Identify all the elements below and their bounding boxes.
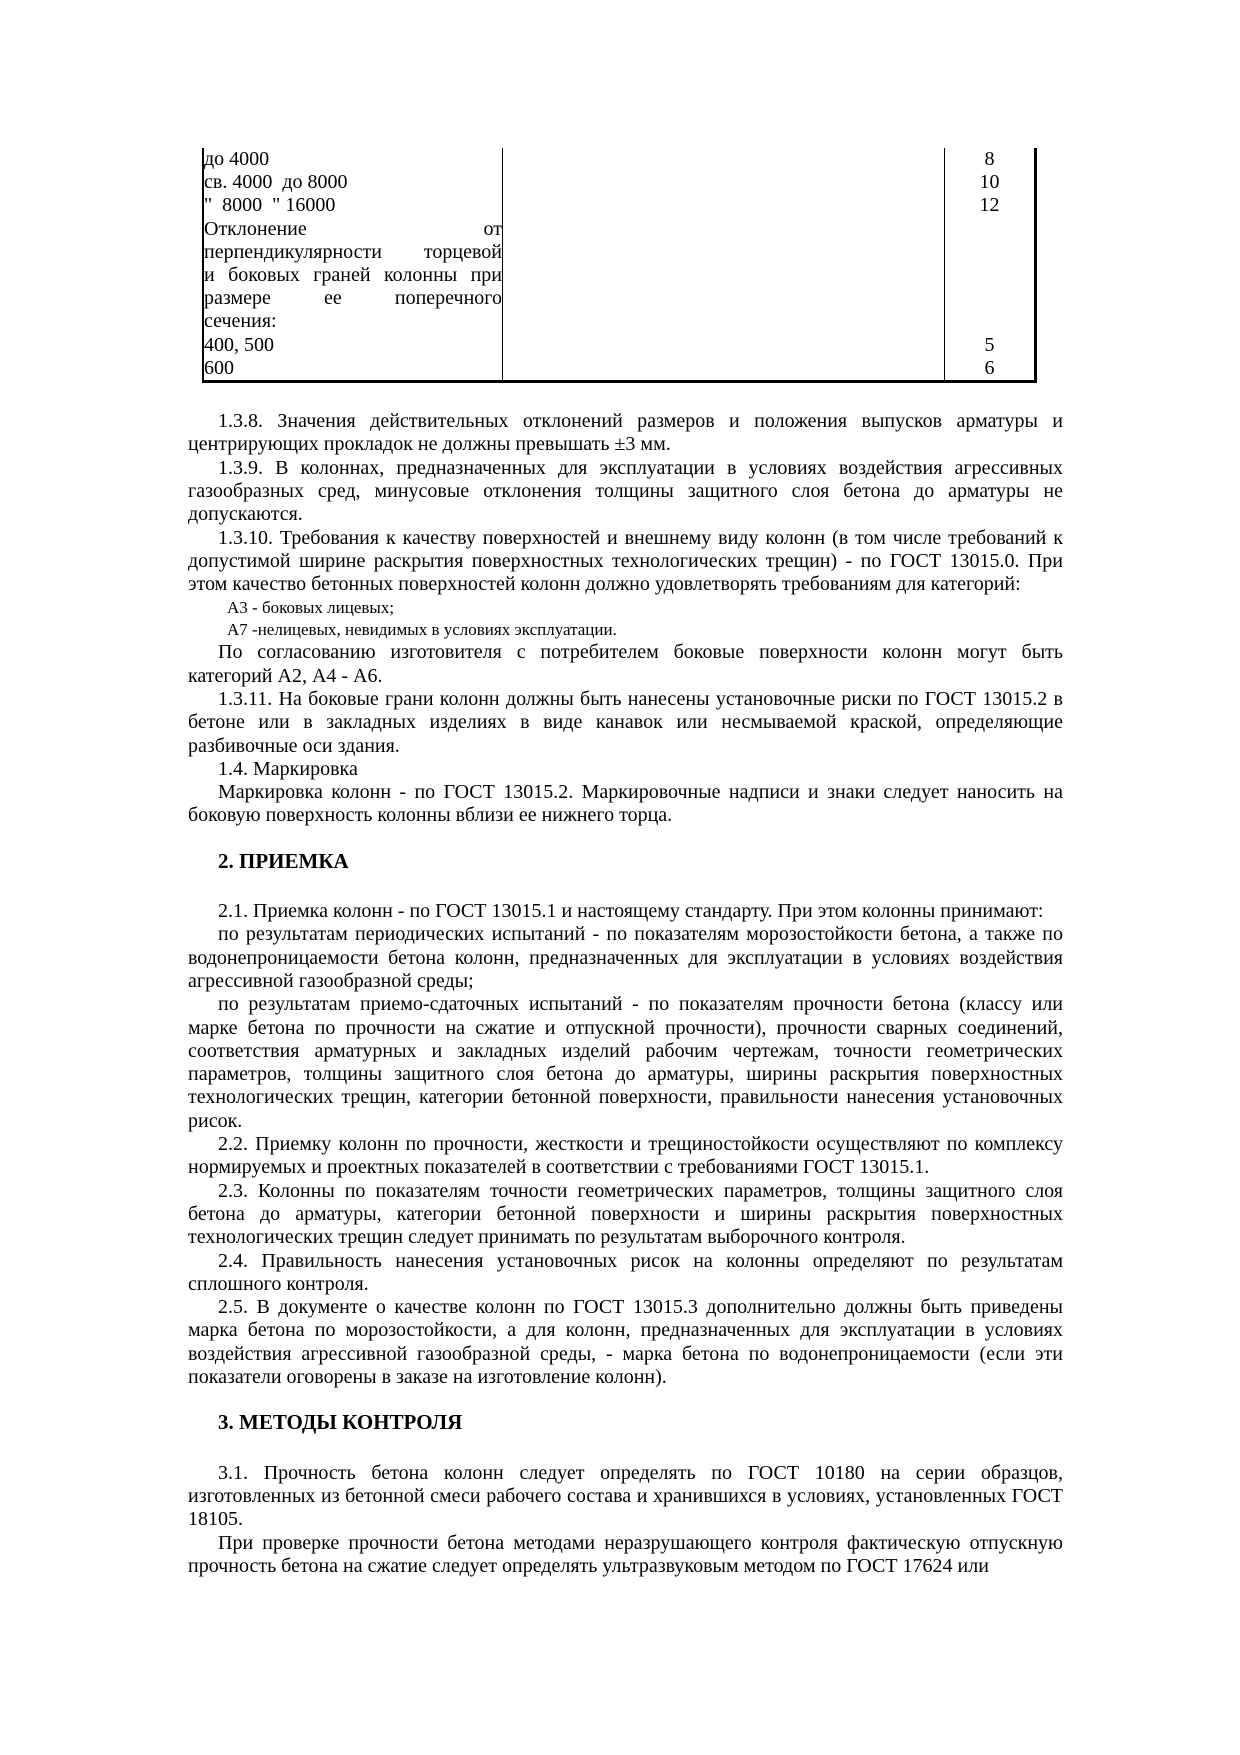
table-cell-line: Отклонение от	[204, 217, 502, 240]
document-content	[188, 148, 1063, 1578]
table-cell-middle	[503, 171, 945, 194]
paragraph: 3.1. Прочность бетона колонн следует определять по ГОСТ 10180 на серии образцов, изготовленных из бетонной смеси рабочего состава и хранившихся в условиях, установленных ГОСТ 18105.	[188, 1461, 1063, 1531]
table-cell-middle	[503, 218, 945, 334]
table-cell-line: и боковых граней колонны при	[204, 264, 502, 287]
paragraph: 1.3.10. Требования к качеству поверхностей и внешнему виду колонн (в том числе требований к допустимой ширине раскрытия поверхностных технологических трещин) - по ГОСТ 13015.0. При этом качество бетонных поверхностей колонн должно удовлетворять требованиям для категорий:	[188, 526, 1063, 596]
document-text-flow	[188, 410, 1063, 1578]
table-cell-line: сечения:	[204, 310, 277, 333]
table-row	[203, 148, 1036, 171]
tolerance-table	[202, 148, 1037, 383]
table-cell-parameter: 400, 500	[203, 334, 503, 357]
table-cell-value: 5	[945, 334, 1036, 357]
paragraph: 2.3. Колонны по показателям точности геометрических параметров, толщины защитного слоя бетона до арматуры, категории бетонной поверхности и ширины раскрытия поверхностных технологических трещин следует принимать по результатам выборочного контроля.	[188, 1179, 1063, 1249]
table-cell-line: перпендикулярности торцевой	[204, 240, 502, 263]
category-note: А3 - боковых лицевых;	[227, 598, 395, 618]
table-cell-parameter: до 4000	[203, 148, 503, 171]
table-cell-value: 8	[945, 148, 1036, 171]
paragraph: по результатам периодических испытаний - по показателям морозостойкости бетона, а также по водонепроницаемости бетона колонн, предназначенных для эксплуатации в условиях воздействия агрессивной газообразной среды;	[188, 923, 1063, 992]
table-row	[203, 218, 1036, 334]
table-cell-parameter: 600	[203, 357, 503, 382]
paragraph: 2.5. В документе о качестве колонн по ГОСТ 13015.3 дополнительно должны быть приведены марка бетона по морозостойкости, а для колонн, предназначенных для эксплуатации в условиях воздействия агрессивной газообразной среды, - марка бетона по водонепроницаемости (если эти показатели оговорены в заказе на изготовление колонн).	[188, 1296, 1063, 1389]
category-note: А7 -нелицевых, невидимых в условиях эксплуатации.	[227, 620, 617, 640]
paragraph: 1.3.8. Значения действительных отклонений размеров и положения выпусков арматуры и центрирующих прокладок не должны превышать ±3 мм.	[188, 410, 1063, 456]
table-cell-middle	[503, 194, 945, 217]
paragraph: 1.4. Маркировка	[218, 757, 358, 780]
section-heading: 2. ПРИЕМКА	[218, 848, 349, 873]
table-cell-middle	[503, 357, 945, 382]
table-cell-value	[945, 218, 1036, 334]
table-cell-line: размере ее поперечного	[204, 287, 502, 310]
table-row	[203, 171, 1036, 194]
paragraph: 1.3.9. В колоннах, предназначенных для эксплуатации в условиях воздействия агрессивных газообразных сред, минусовые отклонения толщины защитного слоя бетона до арматуры не допускаются.	[188, 456, 1063, 526]
paragraph: 2.4. Правильность нанесения установочных рисок на колонны определяют по результатам сплошного контроля.	[188, 1249, 1063, 1295]
paragraph: по результатам приемо-сдаточных испытаний - по показателям прочности бетона (классу или марке бетона по прочности на сжатие и отпускной прочности), прочности сварных соединений, соответствия арматурных и закладных изделий рабочим чертежам, точности геометрических параметров, толщины защитного слоя бетона до арматуры, ширины раскрытия поверхностных технологических трещин, категории бетонной поверхности, правильности нанесения установочных рисок.	[188, 993, 1063, 1132]
table-cell-value: 12	[945, 194, 1036, 217]
paragraph: 2.2. Приемку колонн по прочности, жесткости и трещиностойкости осуществляют по комплексу нормируемых и проектных показателей в соответствии с требованиями ГОСТ 13015.1.	[188, 1133, 1063, 1179]
table-cell-value: 6	[945, 357, 1036, 382]
table-cell-parameter	[203, 218, 503, 334]
paragraph: 2.1. Приемка колонн - по ГОСТ 13015.1 и настоящему стандарту. При этом колонны принимают:	[218, 900, 1044, 923]
table-cell-value: 10	[945, 171, 1036, 194]
table-cell-parameter: " 8000 " 16000	[203, 194, 503, 217]
paragraph: По согласованию изготовителя с потребителем боковые поверхности колонн могут быть категорий А2, А4 - А6.	[188, 641, 1063, 687]
table-row	[203, 334, 1036, 357]
table-cell-middle	[503, 148, 945, 171]
paragraph: Маркировка колонн - по ГОСТ 13015.2. Маркировочные надписи и знаки следует наносить на боковую поверхность колонны вблизи ее нижнего торца.	[188, 781, 1063, 827]
table-cell-parameter: св. 4000 до 8000	[203, 171, 503, 194]
paragraph: 1.3.11. На боковые грани колонн должны быть нанесены установочные риски по ГОСТ 13015.2 в бетоне или в закладных изделиях в виде канавок или несмываемой краской, определяющие разбивочные оси здания.	[188, 688, 1063, 757]
table-row	[203, 194, 1036, 217]
tolerance-table-body	[203, 148, 1036, 382]
table-cell-middle	[503, 334, 945, 357]
paragraph: При проверке прочности бетона методами неразрушающего контроля фактическую отпускную прочность бетона на сжатие следует определять ультразвуковым методом по ГОСТ 17624 или	[188, 1531, 1063, 1577]
table-row	[203, 357, 1036, 382]
section-heading: 3. МЕТОДЫ КОНТРОЛЯ	[218, 1410, 463, 1435]
